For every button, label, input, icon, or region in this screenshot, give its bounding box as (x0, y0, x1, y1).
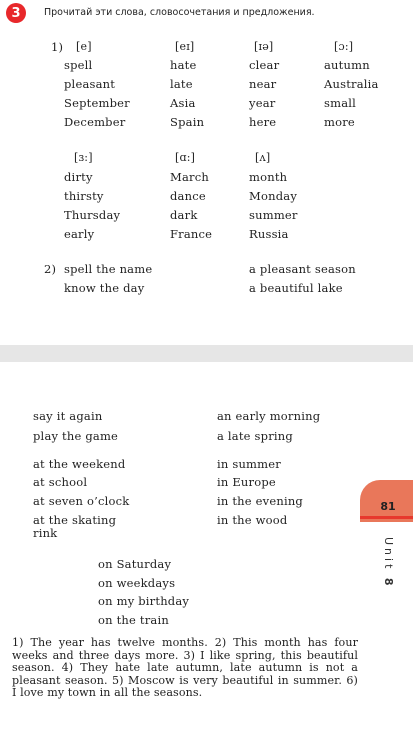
p2-center-1: on Saturday (98, 557, 172, 571)
phoneme-er: [ɜ:] (74, 151, 93, 164)
p2-right-b-1: in summer (217, 457, 281, 471)
phoneme-ar: [ɑ:] (175, 151, 196, 164)
word-er-1: dirty (64, 170, 93, 184)
word-aw-2: Australia (324, 77, 379, 91)
phrase-left-1: spell the name (64, 262, 153, 276)
p2-right-b-4: in the wood (217, 513, 288, 527)
p2-right-a-1: an early morning (217, 409, 321, 423)
p2-center-2: on weekdays (98, 576, 176, 590)
word-aw-1: autumn (324, 58, 370, 72)
word-e-1: spell (64, 58, 93, 72)
word-ei-2: late (170, 77, 193, 91)
phoneme-aw: [ɔ:] (334, 40, 354, 53)
phoneme-e: [e] (76, 40, 92, 53)
word-er-4: early (64, 227, 95, 241)
p2-left-b-1: at the weekend (33, 457, 126, 471)
p2-right-b-2: in Europe (217, 475, 276, 489)
word-ar-1: March (170, 170, 209, 184)
word-ar-4: France (170, 227, 213, 241)
p2-left-a-1: say it again (33, 409, 103, 423)
phrase-right-1: a pleasant season (249, 262, 356, 276)
section-2-label: 2) (44, 262, 57, 276)
word-ie-1: clear (249, 58, 280, 72)
p2-center-4: on the train (98, 613, 169, 627)
p2-left-b-5: rink (33, 526, 58, 540)
p2-right-a-2: a late spring (217, 429, 293, 443)
phrase-right-2: a beautiful lake (249, 281, 343, 295)
word-ie-4: here (249, 115, 277, 129)
page-divider (0, 345, 413, 362)
unit-word: Unit (382, 537, 395, 572)
word-uh-1: month (249, 170, 288, 184)
task-number-badge: 3 (6, 3, 26, 23)
word-ar-3: dark (170, 208, 198, 222)
word-aw-3: small (324, 96, 357, 110)
word-uh-3: summer (249, 208, 298, 222)
word-er-3: Thursday (64, 208, 121, 222)
word-ie-2: near (249, 77, 277, 91)
task-instruction: Прочитай эти слова, словосочетания и предложения. (44, 7, 315, 18)
word-er-2: thirsty (64, 189, 104, 203)
word-uh-2: Monday (249, 189, 298, 203)
phoneme-ie: [ɪə] (254, 40, 274, 53)
p2-left-b-3: at seven o’clock (33, 494, 130, 508)
p2-center-3: on my birthday (98, 594, 190, 608)
word-e-3: September (64, 96, 130, 110)
sentences-paragraph: 1) The year has twelve months. 2) This month has four weeks and three days more. 3) I like spring, this beautiful season. 4) They hate late autumn, late autumn is not a pleasant season. 5) Moscow is very beautiful in summer. 6) I love my town in all the seasons. (12, 636, 358, 699)
unit-number: 8 (382, 577, 395, 589)
p2-left-a-2: play the game (33, 429, 119, 443)
word-e-2: pleasant (64, 77, 116, 91)
unit-label (382, 537, 395, 589)
phoneme-ei: [eɪ] (175, 40, 195, 53)
p2-left-b-4: at the skating (33, 513, 117, 527)
phoneme-uh: [ʌ] (255, 151, 271, 164)
section-1-label: 1) (51, 40, 64, 54)
word-ar-2: dance (170, 189, 206, 203)
page-tab-underline (360, 516, 413, 519)
p2-right-b-3: in the evening (217, 494, 303, 508)
phrase-left-2: know the day (64, 281, 145, 295)
word-ei-4: Spain (170, 115, 205, 129)
word-e-4: December (64, 115, 126, 129)
p2-left-b-2: at school (33, 475, 88, 489)
word-ei-3: Asia (170, 96, 196, 110)
word-ei-1: hate (170, 58, 197, 72)
word-aw-4: more (324, 115, 355, 129)
word-uh-4: Russia (249, 227, 289, 241)
word-ie-3: year (249, 96, 276, 110)
page-number: 81 (380, 500, 396, 513)
